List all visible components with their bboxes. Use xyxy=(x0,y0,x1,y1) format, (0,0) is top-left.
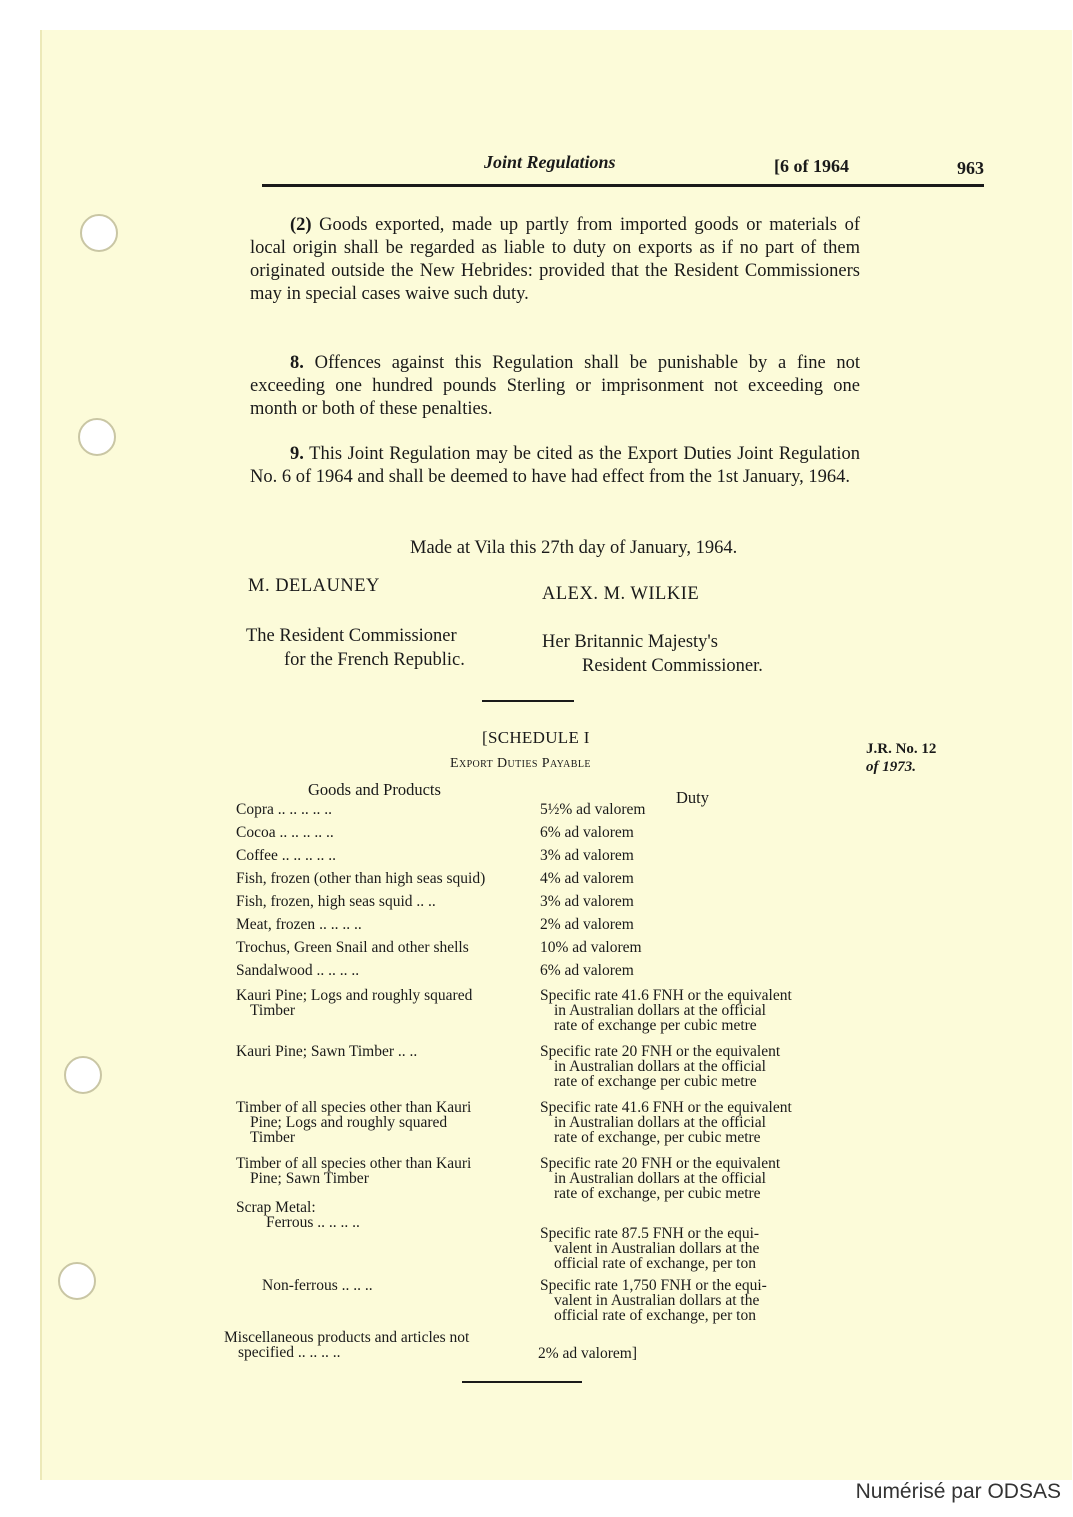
row-duty: 3% ad valorem xyxy=(540,847,634,864)
digitization-watermark: Numérisé par ODSAS xyxy=(855,1480,1061,1503)
binder-hole-1 xyxy=(80,214,118,252)
paragraph-8 xyxy=(250,352,860,421)
row-duty: Specific rate 1,750 FNH or the equi- xyxy=(540,1277,767,1294)
page-number: 963 xyxy=(957,158,984,178)
row-duty: 2% ad valorem xyxy=(540,916,634,933)
row-goods: Miscellaneous products and articles not xyxy=(224,1329,470,1346)
row-goods-cont: Timber xyxy=(250,1002,296,1019)
row-goods: Kauri Pine; Sawn Timber xyxy=(236,1043,395,1060)
row-goods: Scrap Metal: xyxy=(236,1199,316,1216)
schedule-subtitle: Export Duties Payable xyxy=(450,756,591,771)
row-duty: 4% ad valorem xyxy=(540,870,634,887)
row-duty-cont: valent in Australian dollars at the xyxy=(554,1292,760,1309)
signatory-left-title xyxy=(246,624,465,672)
row-leader-dots: .. .. .. .. .. xyxy=(277,801,333,818)
row-duty: 3% ad valorem xyxy=(540,893,634,910)
row-leader-dots: .. .. xyxy=(416,893,436,910)
row-goods: Timber of all species other than Kauri xyxy=(236,1155,472,1172)
row-duty-cont: valent in Australian dollars at the xyxy=(554,1240,760,1257)
binder-hole-2 xyxy=(78,418,116,456)
row-leader-dots: .. .. .. xyxy=(341,1277,373,1294)
row-duty: Specific rate 41.6 FNH or the equivalent xyxy=(540,987,792,1004)
row-goods-cont: Pine; Sawn Timber xyxy=(250,1170,369,1187)
row-leader-dots: .. .. xyxy=(397,1043,418,1060)
binder-hole-3 xyxy=(64,1056,102,1094)
row-goods: Fish, frozen (other than high seas squid) xyxy=(236,870,486,887)
row-leader-dots: .. .. .. .. xyxy=(317,1214,360,1231)
row-goods: Cocoa xyxy=(236,824,276,841)
row-goods: Meat, frozen xyxy=(236,916,316,933)
row-duty-cont2: rate of exchange, per cubic metre xyxy=(554,1185,761,1202)
row-duty: Specific rate 20 FNH or the equivalent xyxy=(540,1155,781,1172)
column-header-duty: Duty xyxy=(676,788,709,807)
header-title: Joint Regulations xyxy=(484,152,616,172)
row-duty-cont2: official rate of exchange, per ton xyxy=(554,1255,756,1272)
column-header-goods: Goods and Products xyxy=(308,780,441,799)
signatory-right-title-line1: Her Britannic Majesty's xyxy=(542,632,718,652)
row-duty: Specific rate 41.6 FNH or the equivalent xyxy=(540,1099,792,1116)
row-goods: Kauri Pine; Logs and roughly squared xyxy=(236,987,473,1004)
paragraph-8-number: 8. xyxy=(290,353,304,373)
row-duty-cont2: rate of exchange per cubic metre xyxy=(554,1073,757,1090)
row-goods: Coffee xyxy=(236,847,278,864)
signatory-right-name: ALEX. M. WILKIE xyxy=(542,584,700,604)
paragraph-2-text: Goods exported, made up partly from imported goods or materials of local origin shall be regarded as liable to duty on exports as if no part of them originated outside the New Hebrides: provided that the Resident Commissioners may in special cases waive such duty. xyxy=(250,215,861,304)
row-duty: Specific rate 20 FNH or the equivalent xyxy=(540,1043,781,1060)
signatory-left-title-line1: The Resident Commissioner xyxy=(246,626,457,646)
margin-note xyxy=(866,740,936,776)
running-header xyxy=(262,152,984,187)
row-goods-cont: specified xyxy=(238,1344,294,1361)
row-leader-dots: .. .. .. .. .. xyxy=(279,824,334,841)
row-duty-cont: in Australian dollars at the official xyxy=(554,1170,766,1187)
row-duty-cont: in Australian dollars at the official xyxy=(554,1058,766,1075)
paragraph-9-text: This Joint Regulation may be cited as the Export Duties Joint Regulation No. 6 of 1964 and shall be deemed to have had effect from the 1st January, 1964. xyxy=(250,444,860,487)
row-duty: 6% ad valorem xyxy=(540,824,634,841)
row-leader-dots: .. .. .. .. .. xyxy=(281,847,337,864)
row-goods: Fish, frozen, high seas squid xyxy=(236,893,413,910)
paragraph-9 xyxy=(250,443,860,489)
row-leader-dots: .. .. .. .. xyxy=(316,962,360,979)
header-regulation: [6 of 1964 xyxy=(774,156,849,176)
row-leader-dots: .. .. .. .. xyxy=(297,1344,341,1361)
binder-hole-4 xyxy=(58,1262,96,1300)
row-duty-cont2: rate of exchange per cubic metre xyxy=(554,1017,757,1034)
row-duty-cont: in Australian dollars at the official xyxy=(554,1002,766,1019)
row-goods: Timber of all species other than Kauri xyxy=(236,1099,472,1116)
paragraph-2 xyxy=(250,214,860,306)
row-goods: Sandalwood xyxy=(236,962,313,979)
row-goods: Trochus, Green Snail and other shells xyxy=(236,939,469,956)
row-duty: 5½% ad valorem xyxy=(540,801,646,818)
signatory-right-title xyxy=(542,630,763,678)
schedule-title: [SCHEDULE I xyxy=(482,728,590,747)
row-goods: Non-ferrous xyxy=(262,1277,338,1294)
section-divider xyxy=(482,700,574,702)
end-rule xyxy=(462,1381,582,1383)
signatory-left-title-line2: for the French Republic. xyxy=(284,650,465,670)
margin-note-line2: of 1973. xyxy=(866,759,916,775)
row-goods-cont2: Timber xyxy=(250,1129,296,1146)
row-duty: 6% ad valorem xyxy=(540,962,634,979)
margin-note-line1: J.R. No. 12 xyxy=(866,741,937,757)
row-duty-cont2: rate of exchange, per cubic metre xyxy=(554,1129,761,1146)
paragraph-2-number: (2) xyxy=(290,215,312,235)
row-goods: Copra xyxy=(236,801,274,818)
row-leader-dots: .. .. .. .. xyxy=(319,916,362,933)
made-at-line: Made at Vila this 27th day of January, 1964. xyxy=(410,538,738,558)
paragraph-9-number: 9. xyxy=(290,444,304,464)
row-goods-cont: Pine; Logs and roughly squared xyxy=(250,1114,448,1131)
signatory-left-name: M. DELAUNEY xyxy=(248,576,380,596)
row-duty-cont: in Australian dollars at the official xyxy=(554,1114,766,1131)
row-duty-cont2: official rate of exchange, per ton xyxy=(554,1307,756,1324)
row-duty: Specific rate 87.5 FNH or the equi- xyxy=(540,1225,760,1242)
paragraph-8-text: Offences against this Regulation shall be punishable by a fine not exceeding one hundred pounds Sterling or imprisonment not exceeding one month or both of these penalties. xyxy=(250,353,860,419)
row-duty: 10% ad valorem xyxy=(540,939,642,956)
signatory-right-title-line2: Resident Commissioner. xyxy=(582,656,763,676)
row-duty: 2% ad valorem] xyxy=(538,1345,637,1362)
row-goods-cont: Ferrous xyxy=(266,1214,314,1231)
